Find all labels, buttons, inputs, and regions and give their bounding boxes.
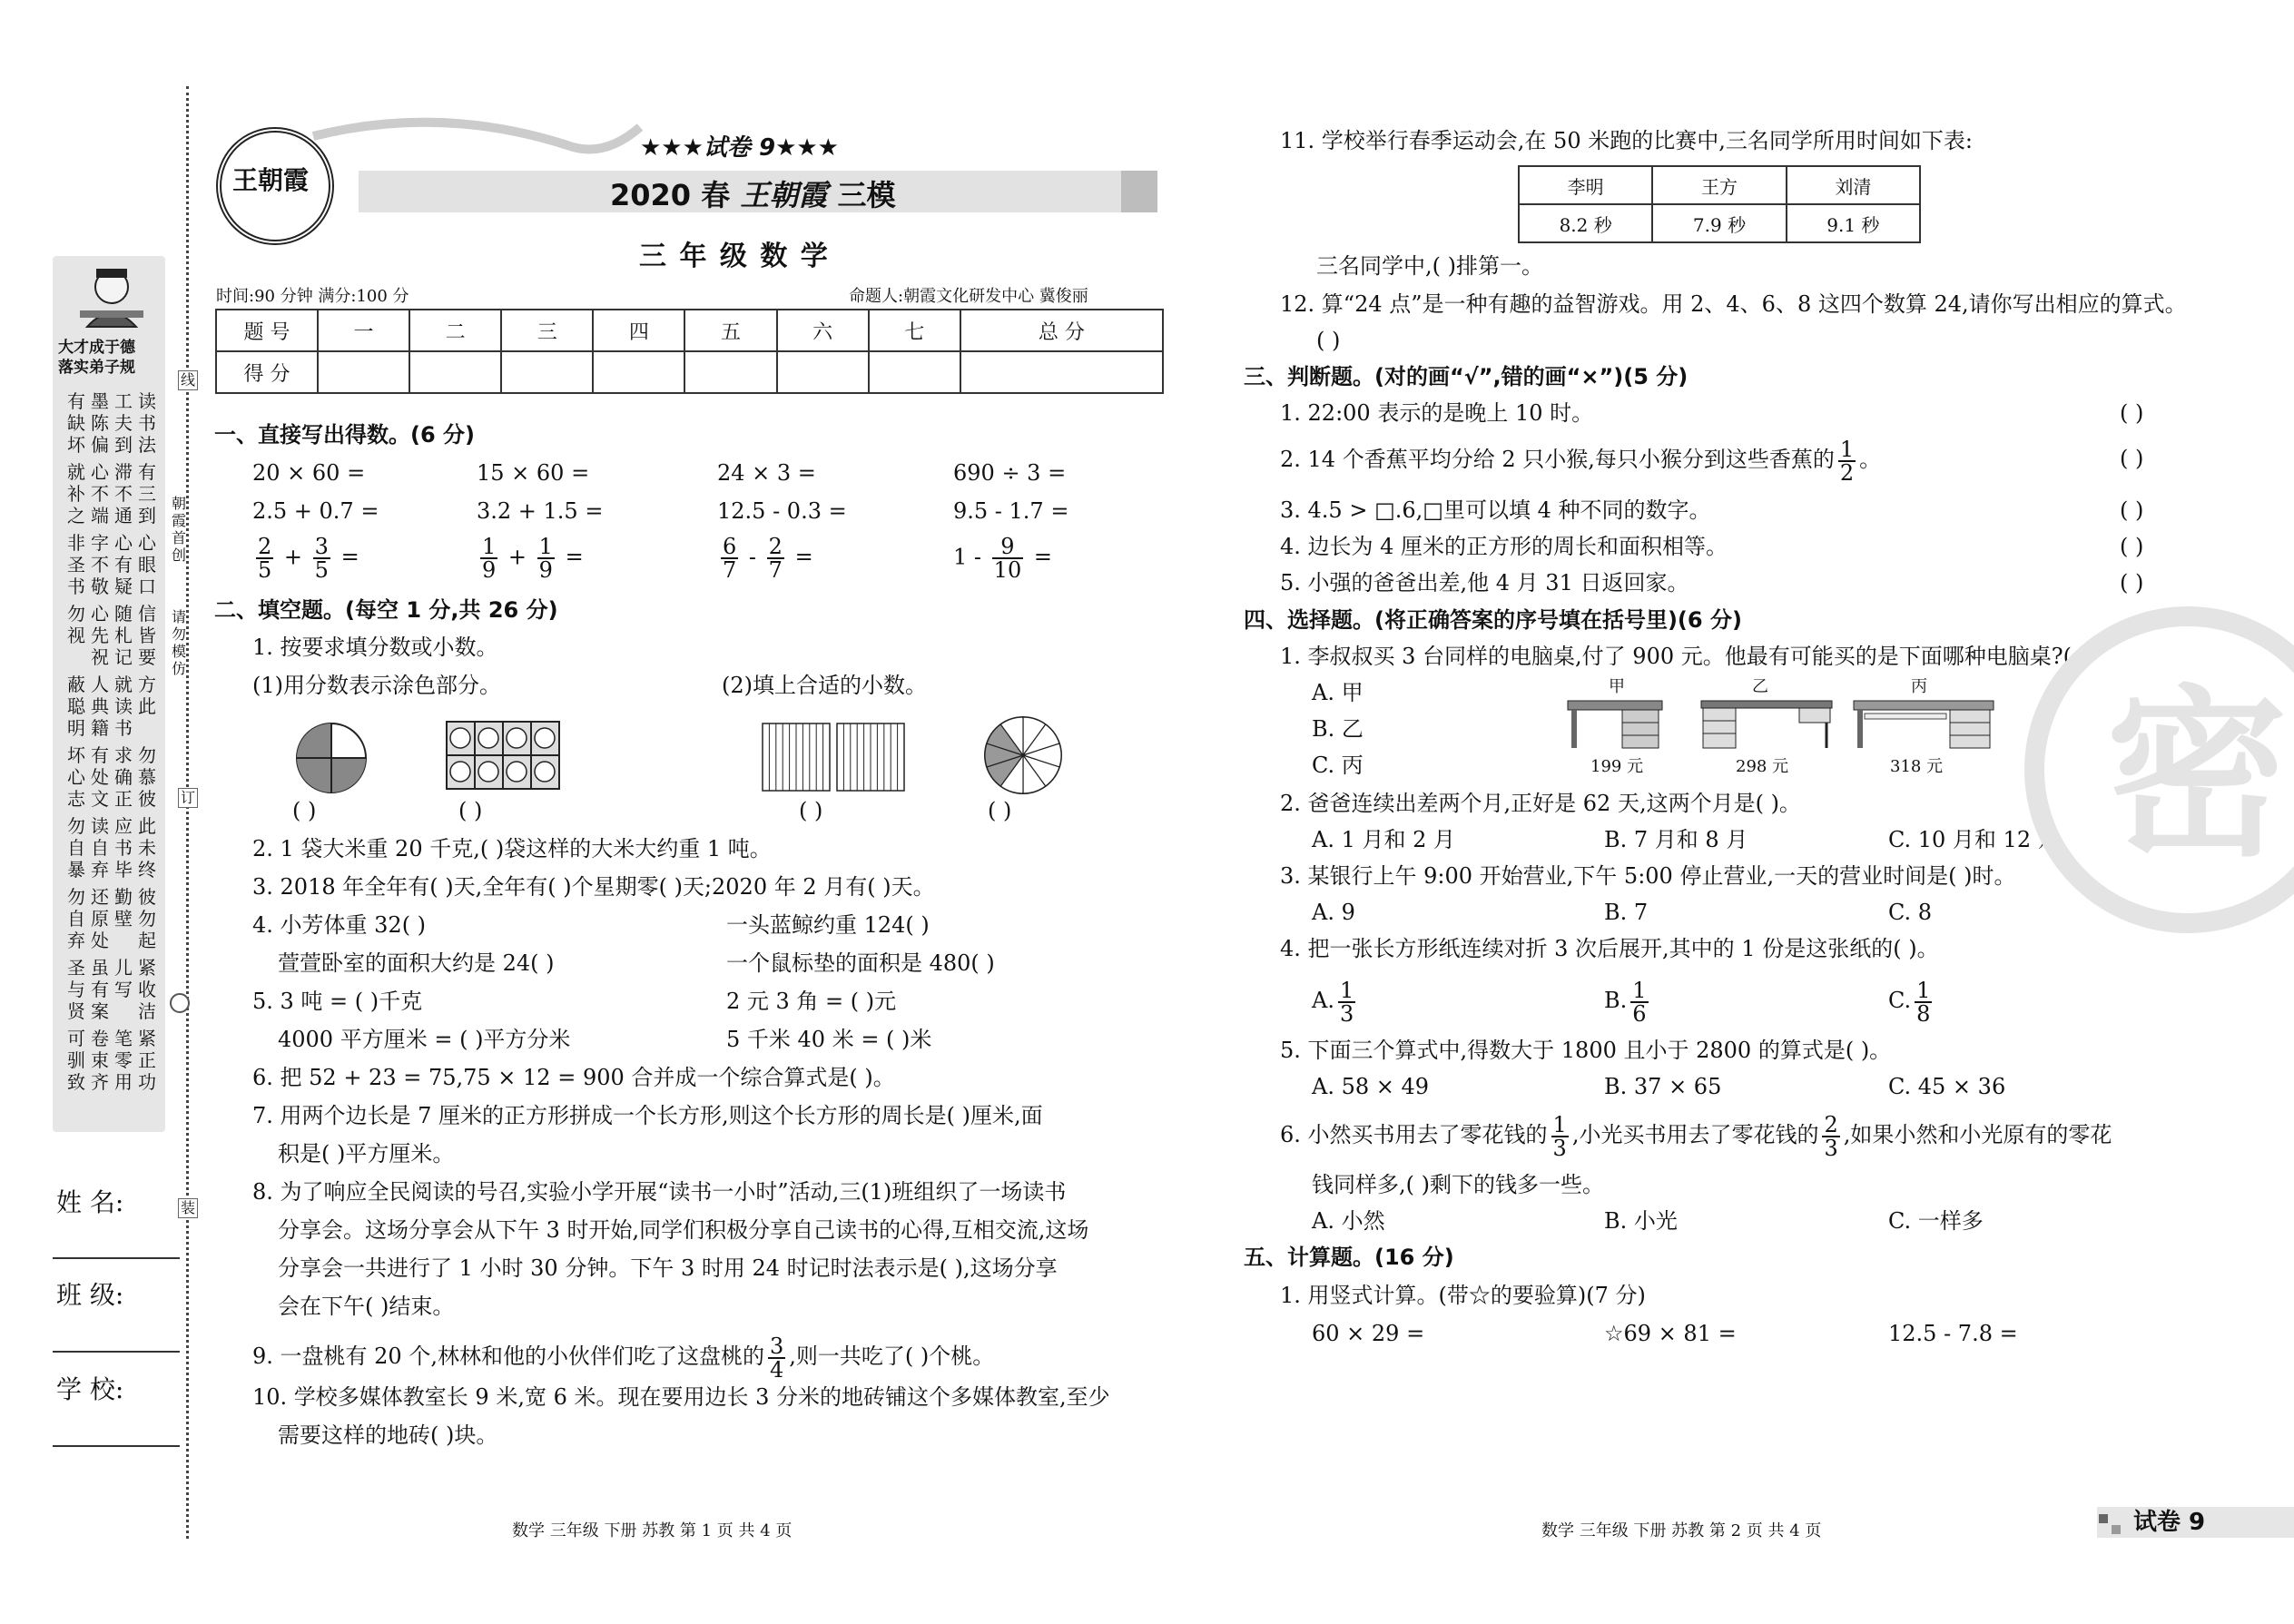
race-name: 刘清: [1787, 166, 1920, 204]
fill-q10-line1: 10. 学校多媒体教室长 9 米,宽 6 米。现在要用边长 3 分米的地砖铺这个多媒体教室,至少: [252, 1384, 1110, 1410]
answer-blank[interactable]: ( ): [292, 798, 317, 823]
fraction-calc-2: $\frac{1}{9}$ + $\frac{1}{9}$ =: [482, 534, 584, 583]
fill-q10-line2: 需要这样的地砖( )块。: [278, 1422, 498, 1448]
desk-c-icon: [1852, 697, 1997, 752]
seal-label-2: 订: [178, 788, 198, 808]
motto-column: 勿视: [67, 603, 85, 646]
fill-q4c: 萱萱卧室的面积大约是 24( ): [278, 950, 555, 976]
motto-column: 勿慕彼: [138, 744, 156, 810]
fill-q1-part2: (2)填上合适的小数。: [722, 673, 927, 698]
desk-b-icon: [1699, 699, 1836, 752]
judge-q1: 1. 22:00 表示的是晚上 10 时。: [1280, 400, 1594, 426]
score-header: 三: [501, 310, 593, 351]
motto-column: 卷束齐: [91, 1028, 109, 1093]
choice-q3: 3. 某银行上午 9:00 开始营业,下午 5:00 停止营业,一天的营业时间是( )时。: [1280, 863, 2016, 889]
section-5-heading: 五、计算题。(16 分): [1244, 1245, 1454, 1270]
score-header: 题 号: [216, 310, 318, 351]
fill-q2: 2. 1 袋大米重 20 千克,( )袋这样的大米大约重 1 吨。: [252, 836, 772, 861]
fill-q1-part1: (1)用分数表示涂色部分。: [252, 673, 501, 698]
exam-title: 2020 春 王朝霞 三模: [610, 178, 896, 212]
judge-blank[interactable]: ( ): [2120, 446, 2144, 471]
fraction-calc-4: 1 - $\frac{9}{10}$ =: [953, 534, 1052, 583]
race-table: [1518, 165, 1921, 243]
judge-q5: 5. 小强的爸爸出差,他 4 月 31 日返回家。: [1280, 570, 1689, 595]
race-time: 7.9 秒: [1652, 204, 1786, 242]
fill-q5a: 5. 3 吨 = ( )千克: [252, 989, 423, 1014]
calc-item: 9.5 - 1.7 =: [953, 498, 1069, 524]
judge-blank[interactable]: ( ): [2120, 497, 2144, 523]
cartoon-caption-2: 落实弟子规: [58, 359, 135, 377]
choice-option[interactable]: C. 45 × 36: [1888, 1074, 2006, 1099]
class-field[interactable]: [53, 1351, 180, 1353]
vertical-calc-item: 12.5 - 7.8 =: [1888, 1321, 2018, 1346]
motto-column: 有三到: [138, 461, 156, 527]
choice-option[interactable]: A. $\frac{1}{3}$: [1312, 977, 1354, 1027]
desk-price: 318 元: [1890, 757, 1944, 776]
fill-q4d: 一个鼠标垫的面积是 480( ): [726, 950, 995, 976]
desk-price: 298 元: [1736, 757, 1789, 776]
vertical-calc-item: ☆69 × 81 =: [1604, 1321, 1737, 1346]
shaded-apple-grid: [445, 720, 563, 792]
motto-column: 紧收洁: [138, 957, 156, 1022]
choice-q6-line2: 钱同样多,( )剩下的钱多一些。: [1312, 1172, 1604, 1197]
choice-option[interactable]: A. 小然: [1312, 1208, 1385, 1234]
choice-q6-line1: 6. 小然买书用去了零花钱的 $\frac{1}{3}$ ,小光买书用去了零花钱的 $\frac{2}{3}$ ,如果小然和小光原有的零花: [1280, 1111, 2112, 1161]
calc-item: 3.2 + 1.5 =: [477, 498, 604, 524]
score-header: 七: [869, 310, 960, 351]
fill-q8-line3: 分享会一共进行了 1 小时 30 分钟。下午 3 时用 24 时记时法表示是( ),这场分享: [278, 1255, 1058, 1281]
fill-q5c: 4000 平方厘米 = ( )平方分米: [278, 1027, 571, 1052]
desk-label: 丙: [1911, 677, 1927, 696]
fill-q1: 1. 按要求填分数或小数。: [252, 635, 498, 660]
choice-option[interactable]: C. 10 月和 12 月: [1888, 827, 2060, 852]
motto-column: 儿写: [114, 957, 133, 1000]
answer-blank[interactable]: ( ): [988, 798, 1012, 823]
seal-label-3: 装: [178, 1198, 198, 1218]
judge-blank[interactable]: ( ): [2120, 570, 2144, 595]
header-banner: [204, 109, 1167, 236]
section-2-heading: 二、填空题。(每空 1 分,共 26 分): [214, 597, 558, 623]
judge-blank[interactable]: ( ): [2120, 534, 2144, 559]
score-cell[interactable]: [593, 351, 684, 393]
shaded-circle-quarters: [290, 717, 372, 799]
motto-column: 字不敬: [91, 532, 109, 597]
scholar-cartoon-icon: [71, 263, 153, 336]
watermark-text: 密: [2105, 670, 2288, 881]
race-name: 王方: [1652, 166, 1786, 204]
footer-right: 数学 三年级 下册 苏教 第 2 页 共 4 页: [1541, 1521, 1822, 1540]
calc-item: 690 ÷ 3 =: [953, 460, 1067, 486]
motto-column: 心先祝: [91, 603, 109, 668]
desk-price: 199 元: [1590, 757, 1644, 776]
choice-option[interactable]: B. $\frac{1}{6}$: [1604, 977, 1647, 1027]
motto-column: 读书法: [138, 390, 156, 456]
choice-option[interactable]: B. 小光: [1604, 1208, 1678, 1234]
fill-q9: 9. 一盘桃有 20 个,林林和他的小伙伴们吃了这盘桃的 $\frac{3}{4}$ ,则一共吃了( )个桃。: [252, 1333, 995, 1383]
section-3-heading: 三、判断题。(对的画“√”,错的画“×”)(5 分): [1244, 364, 1689, 389]
choice-option[interactable]: B. 37 × 65: [1604, 1074, 1722, 1099]
choice-option[interactable]: B. 7 月和 8 月: [1604, 827, 1748, 852]
calc-item: 2.5 + 0.7 =: [252, 498, 379, 524]
calc-item: 24 × 3 =: [717, 460, 816, 486]
motto-column: 虽有案: [91, 957, 109, 1022]
fill-q4a: 4. 小芳体重 32( ): [252, 912, 427, 938]
fill-q12: 12. 算“24 点”是一种有趣的益智游戏。用 2、4、6、8 这四个数算 24,请你写出相应的算式。: [1280, 291, 2187, 317]
score-header: 六: [777, 310, 869, 351]
score-cell[interactable]: [869, 351, 960, 393]
score-header: 四: [593, 310, 684, 351]
answer-blank[interactable]: ( ): [799, 798, 823, 823]
cartoon-caption-1: 大才成于德: [58, 339, 135, 357]
motto-column: 蔽聪明: [67, 674, 85, 739]
brand-logo-text: 王朝霞: [231, 165, 309, 195]
fill-q7-line2: 积是( )平方厘米。: [278, 1141, 455, 1166]
motto-column: 信皆要: [138, 603, 156, 668]
name-field[interactable]: [53, 1257, 180, 1259]
race-time: 9.1 秒: [1787, 204, 1920, 242]
motto-column: 滞不通: [114, 461, 133, 527]
stamp-label-2: 请勿模仿: [171, 608, 186, 677]
badge-square-icon: [2099, 1514, 2108, 1523]
motto-column: 彼勿起: [138, 886, 156, 951]
fill-q4b: 一头蓝鲸约重 124( ): [726, 912, 930, 938]
shaded-pie-tenths: [980, 713, 1067, 799]
motto-column: 勿自暴: [67, 815, 85, 881]
fill-q7-line1: 7. 用两个边长是 7 厘米的正方形拼成一个长方形,则这个长方形的周长是( )厘米,面: [252, 1103, 1043, 1128]
calc-item: 20 × 60 =: [252, 460, 366, 486]
motto-column: 人典籍: [91, 674, 109, 739]
desk-label: 甲: [1609, 677, 1625, 696]
fill-q6: 6. 把 52 + 23 = 75,75 × 12 = 900 合并成一个综合算式是( )。: [252, 1065, 895, 1090]
fill-q8-line4: 会在下午( )结束。: [278, 1294, 455, 1319]
choice-option[interactable]: C. 一样多: [1888, 1208, 1984, 1234]
choice-q4: 4. 把一张长方形纸连续对折 3 次后展开,其中的 1 份是这张纸的( )。: [1280, 936, 1939, 961]
motto-column: 工夫到: [114, 390, 133, 456]
fill-q5d: 5 千米 40 米 = ( )米: [726, 1027, 932, 1052]
choice-option[interactable]: C. 8: [1888, 900, 1933, 925]
time-info: 时间:90 分钟 满分:100 分: [216, 287, 409, 306]
school-label: 学 校:: [56, 1374, 124, 1404]
calc-item: 12.5 - 0.3 =: [717, 498, 847, 524]
score-table: [215, 309, 1164, 394]
motto-column: 心眼口: [138, 532, 156, 597]
exam-series: ★★★试卷 9★★★: [640, 134, 839, 162]
vertical-calc-item: 60 × 29 =: [1312, 1321, 1425, 1346]
motto-column: 读自弃: [91, 815, 109, 881]
fill-q8-line1: 8. 为了响应全民阅读的号召,实验小学开展“读书一小时”活动,三(1)班组织了一场读书: [252, 1179, 1067, 1205]
decimal-bars: [761, 722, 908, 794]
score-cell[interactable]: [409, 351, 501, 393]
badge-square-icon: [2112, 1525, 2121, 1534]
motto-column: 就补之: [67, 461, 85, 527]
section-1-heading: 一、直接写出得数。(6 分): [214, 422, 475, 448]
desk-a-icon: [1566, 697, 1666, 752]
motto-column: 有处文: [91, 744, 109, 810]
desk-label: 乙: [1752, 677, 1768, 696]
judge-blank[interactable]: ( ): [2120, 400, 2144, 426]
motto-column: 此未终: [138, 815, 156, 881]
choice-option[interactable]: C. $\frac{1}{8}$: [1888, 977, 1931, 1027]
motto-column: 随札记: [114, 603, 133, 668]
choice-q5: 5. 下面三个算式中,得数大于 1800 且小于 2800 的算式是( )。: [1280, 1038, 1892, 1063]
choice-option[interactable]: B. 乙: [1312, 716, 1364, 742]
score-header: 总 分: [960, 310, 1163, 351]
fill-q3: 3. 2018 年全年有( )天,全年有( )个星期零( )天;2020 年 2 月有( )天。: [252, 874, 935, 900]
fill-q11: 11. 学校举行春季运动会,在 50 米跑的比赛中,三名同学所用时间如下表:: [1280, 128, 1973, 153]
motto-column: 勤壁: [114, 886, 133, 930]
motto-column: 紧正功: [138, 1028, 156, 1093]
race-name: 李明: [1519, 166, 1652, 204]
fill-q8-line2: 分享会。这场分享会从下午 3 时开始,同学们积极分享自己读书的心得,互相交流,这场: [278, 1217, 1089, 1243]
section-4-heading: 四、选择题。(将正确答案的序号填在括号里)(6 分): [1244, 607, 1742, 633]
judge-q4: 4. 边长为 4 厘米的正方形的周长和面积相等。: [1280, 534, 1728, 559]
choice-option[interactable]: B. 7: [1604, 900, 1649, 925]
fraction-calc-3: $\frac{6}{7}$ - $\frac{2}{7}$ =: [723, 534, 813, 583]
fraction-calc-1: $\frac{2}{5}$ + $\frac{3}{5}$ =: [258, 534, 359, 583]
footer-left: 数学 三年级 下册 苏教 第 1 页 共 4 页: [512, 1521, 793, 1540]
author-info: 命题人:朝霞文化研发中心 冀俊丽: [849, 287, 1088, 306]
choice-option[interactable]: C. 丙: [1312, 753, 1364, 778]
motto-column: 就读书: [114, 674, 133, 739]
calc-q1: 1. 用竖式计算。(带☆的要验算)(7 分): [1280, 1283, 1646, 1308]
motto-column: 坏心志: [67, 744, 85, 810]
score-cell[interactable]: [684, 351, 776, 393]
score-header: 五: [684, 310, 776, 351]
motto-column: 笔零用: [114, 1028, 133, 1093]
exam-subject: 三 年 级 数 学: [639, 241, 830, 272]
motto-column: 求确正: [114, 744, 133, 810]
name-label: 姓 名:: [56, 1187, 124, 1217]
binding-dotted-line: [186, 86, 189, 1539]
motto-column: 可驯致: [67, 1028, 85, 1093]
motto-column: 心不端: [91, 461, 109, 527]
score-header: 二: [409, 310, 501, 351]
choice-option[interactable]: A. 58 × 49: [1312, 1074, 1430, 1099]
score-cell[interactable]: [501, 351, 593, 393]
school-field[interactable]: [53, 1445, 180, 1447]
score-cell[interactable]: [777, 351, 869, 393]
score-row-label: 得 分: [216, 351, 318, 393]
fill-q12-answer[interactable]: ( ): [1316, 328, 1341, 353]
choice-option[interactable]: A. 1 月和 2 月: [1312, 827, 1456, 852]
motto-column: 非圣书: [67, 532, 85, 597]
stamp-label-1: 朝霞首创: [171, 495, 186, 564]
choice-q1: 1. 李叔叔买 3 台同样的电脑桌,付了 900 元。他最有可能买的是下面哪种电脑桌?( ): [1280, 644, 2087, 669]
motto-column: 墨陈偏: [91, 390, 109, 456]
motto-block: [65, 390, 162, 1117]
seal-label-1: 线: [178, 370, 198, 390]
answer-blank[interactable]: ( ): [458, 798, 483, 823]
motto-column: 圣与贤: [67, 957, 85, 1022]
motto-column: 应书毕: [114, 815, 133, 881]
binding-hole-icon: [170, 993, 190, 1013]
score-cell[interactable]: [960, 351, 1163, 393]
score-cell[interactable]: [318, 351, 409, 393]
motto-column: 有缺坏: [67, 390, 85, 456]
judge-q2: 2. 14 个香蕉平均分给 2 只小猴,每只小猴分到这些香蕉的 $\frac{1}{2}$ 。: [1280, 436, 1882, 486]
footer-badge: 试卷 9: [2133, 1509, 2206, 1536]
fill-q5b: 2 元 3 角 = ( )元: [726, 989, 897, 1014]
judge-q3: 3. 4.5 > □.6,□里可以填 4 种不同的数字。: [1280, 497, 1711, 523]
motto-column: 勿自弃: [67, 886, 85, 951]
motto-column: 还原处: [91, 886, 109, 951]
motto-column: 心有疑: [114, 532, 133, 597]
choice-option[interactable]: A. 9: [1312, 900, 1355, 925]
class-label: 班 级:: [56, 1280, 124, 1310]
race-time: 8.2 秒: [1519, 204, 1652, 242]
motto-column: 方此: [138, 674, 156, 717]
calc-item: 15 × 60 =: [477, 460, 590, 486]
score-header: 一: [318, 310, 409, 351]
fill-q11b: 三名同学中,( )排第一。: [1316, 253, 1543, 279]
choice-q2: 2. 爸爸连续出差两个月,正好是 62 天,这两个月是( )。: [1280, 791, 1801, 816]
choice-option[interactable]: A. 甲: [1312, 680, 1364, 705]
